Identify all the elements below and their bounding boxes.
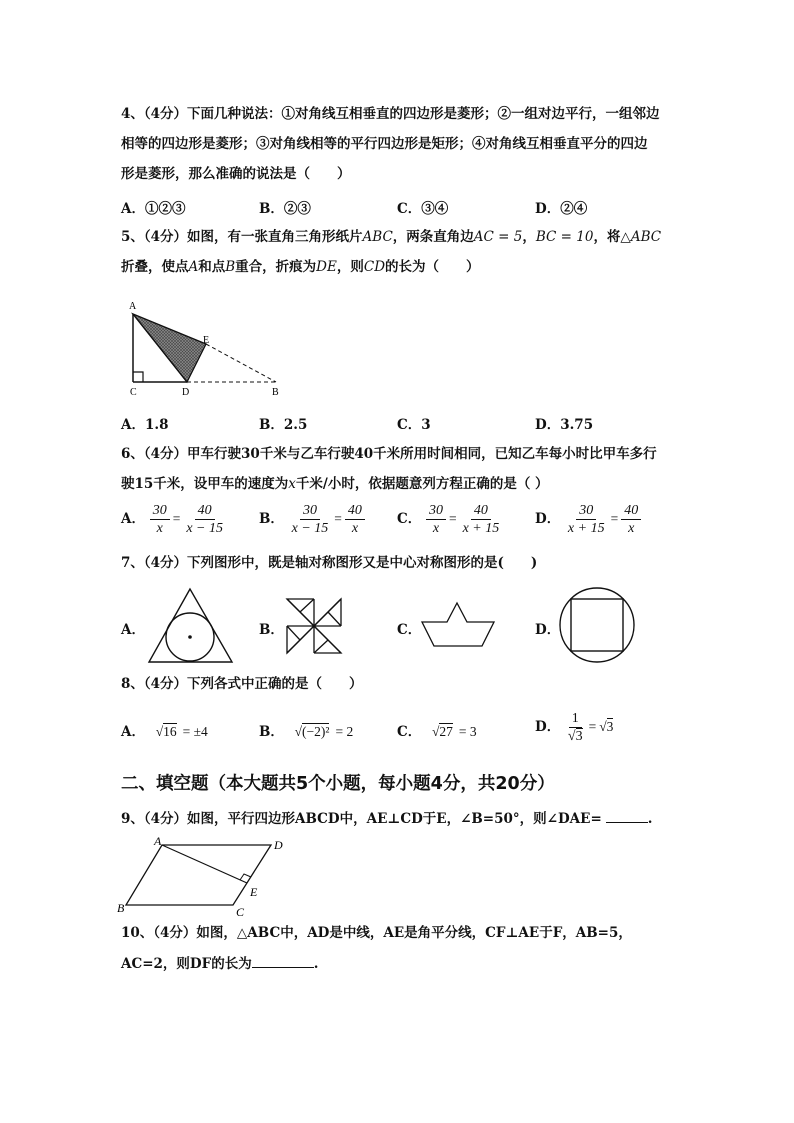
q4-line1: 4、（4分）下面几种说法：①对角线互相垂直的四边形是菱形；②一组对边平行，一组邻边 xyxy=(121,106,660,122)
shaded-triangle xyxy=(133,314,206,382)
label-b: B xyxy=(272,387,279,398)
q7-option-c-label: C． xyxy=(397,622,422,638)
q6-option-a: A． $\frac{30}{x}$ = $\frac{40}{x - 15}$ xyxy=(121,503,223,536)
q4-line3: 形是菱形，那么准确的说法是（ ） xyxy=(121,166,351,182)
q6-option-b: B． $\frac{30}{x - 15}$ = $\frac{40}{x}$ xyxy=(259,502,365,537)
right-angle-mark xyxy=(133,372,143,382)
q8-option-a: A． √16 = ±4 xyxy=(121,724,208,740)
section-heading: 二、填空题（本大题共5个小题，每小题4分，共20分） xyxy=(121,774,555,794)
q4-line2: 相等的四边形是菱形；③对角线相等的平行四边形是矩形；④对角线互相垂直平分的四边 xyxy=(121,136,648,152)
q8-option-b: B． √(−2)² = 2 xyxy=(259,724,354,740)
label-c: C xyxy=(236,905,245,919)
label-a: A xyxy=(129,301,137,312)
q5-option-d: D．3.75 xyxy=(535,417,594,433)
q8-option-c: C． √27 = 3 xyxy=(397,724,477,740)
label-d: D xyxy=(274,838,283,852)
q7-figure-a xyxy=(146,586,236,666)
q8-line1: 8、（4分）下列各式中正确的是（ ） xyxy=(121,676,363,692)
q7-figure-c xyxy=(420,600,496,650)
q7-option-d-label: D． xyxy=(535,622,561,638)
q5-option-a: A．1.8 xyxy=(121,417,169,433)
q7-line1: 7、（4分）下列图形中，既是轴对称图形又是中心对称图形的是( ) xyxy=(121,555,538,571)
q10-line1: 10、（4分）如图，△ABC中，AD是中线，AE是角平分线，CF⊥AE于F，AB=5， xyxy=(121,925,632,941)
q6-option-d: D． $\frac{30}{x + 15}$ = $\frac{40}{x}$ xyxy=(535,502,641,537)
q5-line2: 折叠，使点A和点B重合，折痕为DE，则CD的长为（ ） xyxy=(121,259,480,275)
q5-option-b: B．2.5 xyxy=(259,417,308,433)
label-e: E xyxy=(203,335,210,346)
q8-option-d: D． $\frac{1}{√3}$ = √3 xyxy=(535,711,614,744)
q4-option-d: D．②④ xyxy=(535,201,588,217)
q9-line1: 9、（4分）如图，平行四边形ABCD中，AE⊥CD于E，∠B=50°，则∠DAE= . xyxy=(121,811,653,827)
q4-option-a: A．①②③ xyxy=(121,201,186,217)
q4-option-b: B．②③ xyxy=(259,201,311,217)
q5-option-c: C．3 xyxy=(397,417,431,433)
q9-answer-blank[interactable] xyxy=(606,822,648,823)
q4-option-c: C．③④ xyxy=(397,201,449,217)
q5-line1: 5、（4分）如图，有一张直角三角形纸片ABC，两条直角边AC = 5，BC = 10，将△ABC xyxy=(121,229,662,245)
label-c: C xyxy=(130,387,137,398)
q5-figure xyxy=(118,296,298,401)
label-d: D xyxy=(182,387,190,398)
q7-figure-b xyxy=(285,597,343,655)
q7-option-b-label: B． xyxy=(259,622,284,638)
label-a: A xyxy=(154,834,162,848)
q7-option-a-label: A． xyxy=(121,622,145,638)
q10-answer-blank[interactable] xyxy=(252,967,314,968)
label-e: E xyxy=(250,885,258,899)
q6-line2: 驶15千米，设甲车的速度为x千米/小时，依据题意列方程正确的是（ ） xyxy=(121,476,549,492)
q7-figure-d xyxy=(557,585,637,665)
q10-line2: AC=2，则DF的长为 . xyxy=(121,956,319,972)
label-b: B xyxy=(117,901,125,915)
q6-option-c: C． $\frac{30}{x}$ = $\frac{40}{x + 15}$ xyxy=(397,503,500,536)
q6-line1: 6、（4分）甲车行驶30千米与乙车行驶40千米所用时间相同，已知乙车每小时比甲车多行 xyxy=(121,446,657,462)
q9-figure xyxy=(114,834,294,920)
